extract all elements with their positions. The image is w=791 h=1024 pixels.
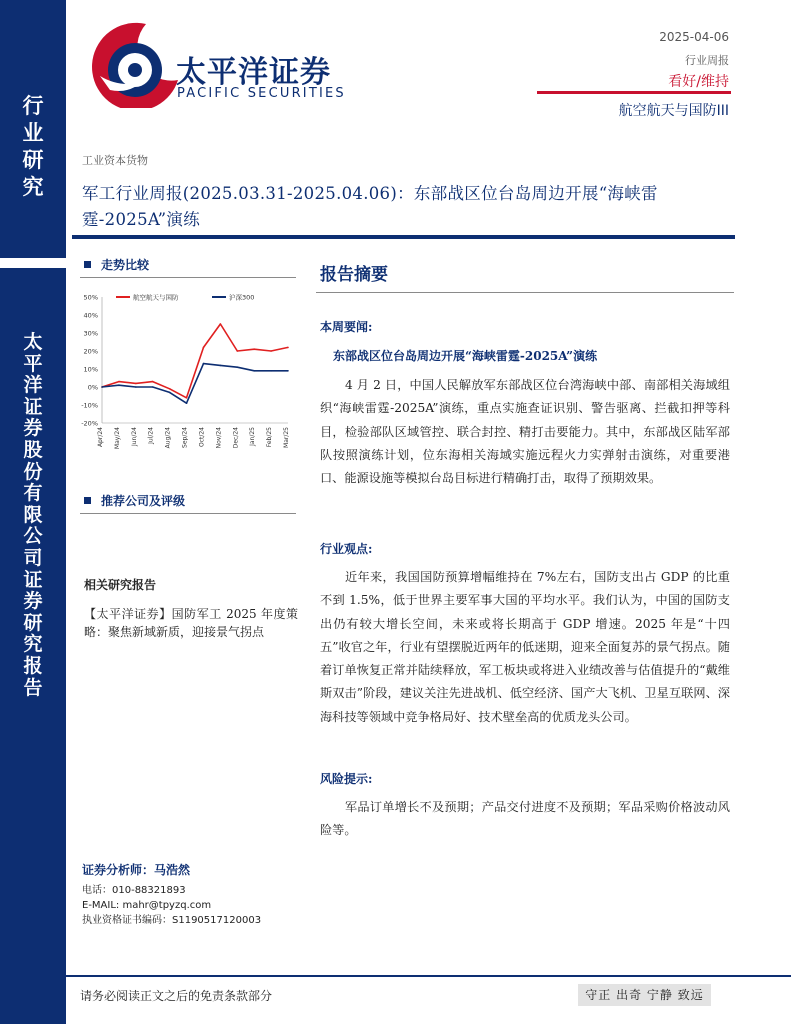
x-tick-label: Sep/24 xyxy=(181,427,189,448)
x-tick-label: Dec/24 xyxy=(232,427,240,449)
sidebar-company-char: 股 xyxy=(23,438,43,461)
series-point-0 xyxy=(203,347,205,349)
trend-chart xyxy=(80,285,295,460)
industry-sector: 航空航天与国防III xyxy=(618,103,729,119)
sidebar-top-char: 究 xyxy=(22,174,44,199)
news-heading: 本周要闻: xyxy=(320,320,373,334)
series-point-1 xyxy=(152,386,154,388)
x-tick-label: Jun/24 xyxy=(130,427,138,447)
x-tick-label: May/24 xyxy=(113,427,121,450)
sidebar xyxy=(0,0,66,1024)
risk-heading: 风险提示: xyxy=(320,772,373,786)
x-tick-label: Feb/25 xyxy=(266,427,274,448)
recommend-section-heading xyxy=(84,492,185,509)
analyst-license: 执业资格证书编码：S1190517120003 xyxy=(82,915,262,926)
summary-divider xyxy=(316,292,734,293)
series-point-1 xyxy=(270,370,272,372)
series-point-1 xyxy=(135,386,137,388)
y-tick-label: 20% xyxy=(83,347,98,356)
sidebar-company-char: 究 xyxy=(23,633,43,656)
x-tick-label: Jan/25 xyxy=(249,427,257,446)
sidebar-top-char: 研 xyxy=(22,147,44,172)
series-point-1 xyxy=(220,365,222,367)
series-point-0 xyxy=(236,350,238,352)
trend-divider xyxy=(80,277,296,278)
sidebar-company-char: 券 xyxy=(23,590,43,613)
analyst-phone: 电话：010-88321893 xyxy=(82,885,186,896)
x-tick-label: Oct/24 xyxy=(198,427,206,448)
view-paragraph: 近年来，我国国防预算增幅维持在 7%左右，国防支出占 GDP 的比重不到 1.5%，低于世界主要军事大国的平均水平。我们认为，中国的国防支出仍有较大增长空间，未来或将长期高于 GDP 增速。2025 年是“十四五”收官之年，行业有望摆脱近两年的低迷期，迎来全面复苏的景气拐点。随着订单恢复正常并陆续释放，军工板块或将进入业绩改善与估值提升的“戴维斯双击”阶段，建议关注先进战机、低空经济、国产大飞机、卫星互联网、深海科技等领域中竞争格局好、技术壁垒高的优质龙头公司。 xyxy=(320,570,730,724)
series-point-0 xyxy=(152,381,154,383)
series-point-1 xyxy=(203,363,205,365)
legend-label-1: 沪深300 xyxy=(229,293,255,302)
series-point-0 xyxy=(253,348,255,350)
analyst-email[interactable]: E-MAIL: mahr@tpyzq.com xyxy=(82,900,212,911)
view-heading: 行业观点: xyxy=(320,542,373,556)
series-point-1 xyxy=(169,392,171,394)
news-paragraph: 4 月 2 日，中国人民解放军东部战区位台湾海峡中部、南部相关海域组织“海峡雷霆-2025A”演练，重点实施查证识别、警告驱离、拦截扣押等科目，检验部队区域管控、联合封控、精打击要能力。其中，东部战区陆军部队按照演练计划，位东海相关海域实施远程火力实弹射击演练，对重要港口、能源设施等模拟台岛目标进行精确打击，取得了预期效果。 xyxy=(320,378,730,486)
sidebar-company-char: 告 xyxy=(23,676,43,699)
sidebar-company-name xyxy=(0,332,66,699)
sidebar-company-char: 太 xyxy=(23,331,43,353)
footer-disclaimer: 请务必阅读正文之后的免责条款部分 xyxy=(80,989,273,1003)
series-point-0 xyxy=(169,388,171,390)
title-divider xyxy=(72,235,735,239)
y-tick-label: 50% xyxy=(83,293,98,302)
industry-category: 工业资本货物 xyxy=(82,154,148,167)
footer-motto: 守正 出奇 宁静 致远 xyxy=(578,984,711,1006)
x-tick-label: Nov/24 xyxy=(215,427,223,449)
y-tick-label: -20% xyxy=(81,419,98,428)
sidebar-company-char: 证 xyxy=(23,395,43,418)
trend-section-title: 走势比较 xyxy=(101,258,150,272)
analyst-name: 证券分析师：马浩然 xyxy=(82,863,191,877)
sidebar-company-char: 份 xyxy=(23,460,43,483)
x-tick-label: Aug/24 xyxy=(164,427,172,449)
logo-name-en: PACIFIC SECURITIES xyxy=(177,86,346,101)
square-bullet-icon xyxy=(84,497,91,504)
recommend-section-title: 推荐公司及评级 xyxy=(101,494,186,508)
x-tick-label: Mar/25 xyxy=(283,427,290,448)
logo-name-cn: 太平洋证券 xyxy=(176,55,331,90)
series-point-1 xyxy=(236,366,238,368)
sidebar-company-char: 券 xyxy=(23,417,43,440)
series-point-0 xyxy=(270,350,272,352)
series-point-1 xyxy=(101,386,103,388)
sidebar-company-char: 公 xyxy=(23,525,43,548)
recommend-divider xyxy=(80,513,296,514)
sidebar-top-char: 业 xyxy=(22,120,44,145)
sidebar-top-char: 行 xyxy=(22,93,44,118)
y-tick-label: 0% xyxy=(87,383,98,392)
series-point-0 xyxy=(220,323,222,325)
header-accent-line xyxy=(537,91,731,94)
series-point-1 xyxy=(287,370,289,372)
related-report-link[interactable]: 【太平洋证券】国防军工 2025 年度策略：聚焦新域新质，迎接景气拐点 xyxy=(84,607,298,639)
summary-heading: 报告摘要 xyxy=(320,265,388,285)
analyst-info xyxy=(82,863,261,928)
series-point-1 xyxy=(118,384,120,386)
series-point-1 xyxy=(186,402,188,404)
y-tick-label: -10% xyxy=(81,401,98,410)
report-title: 军工行业周报(2025.03.31-2025.04.06)：东部战区位台岛周边开展“海峡雷霆-2025A”演练 xyxy=(82,184,658,229)
sidebar-company-char: 研 xyxy=(23,611,43,634)
sidebar-company-char: 证 xyxy=(23,568,43,591)
series-point-0 xyxy=(287,347,289,349)
x-tick-label: Apr/24 xyxy=(97,427,104,448)
sidebar-company-char: 洋 xyxy=(23,374,43,397)
y-tick-label: 10% xyxy=(83,365,98,374)
sidebar-company-char: 限 xyxy=(23,503,43,526)
legend-label-0: 航空航天与国防 xyxy=(133,293,179,302)
risk-paragraph: 军品订单增长不及预期；产品交付进度不及预期；军品采购价格波动风险等。 xyxy=(320,800,730,838)
y-tick-label: 30% xyxy=(83,329,98,338)
related-reports-heading: 相关研究报告 xyxy=(84,578,157,592)
sidebar-company-char: 司 xyxy=(23,546,43,569)
footer-divider xyxy=(66,975,791,977)
news-topic: 东部战区位台岛周边开展“海峡雷霆-2025A”演练 xyxy=(333,349,598,363)
sidebar-company-char: 报 xyxy=(23,654,43,677)
square-bullet-icon xyxy=(84,261,91,268)
report-date: 2025-04-06 xyxy=(659,30,729,44)
report-type: 行业周报 xyxy=(685,54,729,67)
y-tick-label: 40% xyxy=(83,311,98,320)
series-point-0 xyxy=(135,383,137,385)
x-tick-label: Jul/24 xyxy=(147,427,155,444)
sidebar-industry-research-label xyxy=(0,92,66,200)
series-point-0 xyxy=(118,381,120,383)
series-point-0 xyxy=(186,397,188,399)
industry-rating: 看好/维持 xyxy=(668,74,729,90)
trend-section-heading xyxy=(84,256,149,273)
trend-chart-svg xyxy=(80,285,295,460)
series-point-1 xyxy=(253,370,255,372)
sidebar-company-char: 平 xyxy=(23,352,43,375)
sidebar-company-char: 有 xyxy=(23,482,43,505)
